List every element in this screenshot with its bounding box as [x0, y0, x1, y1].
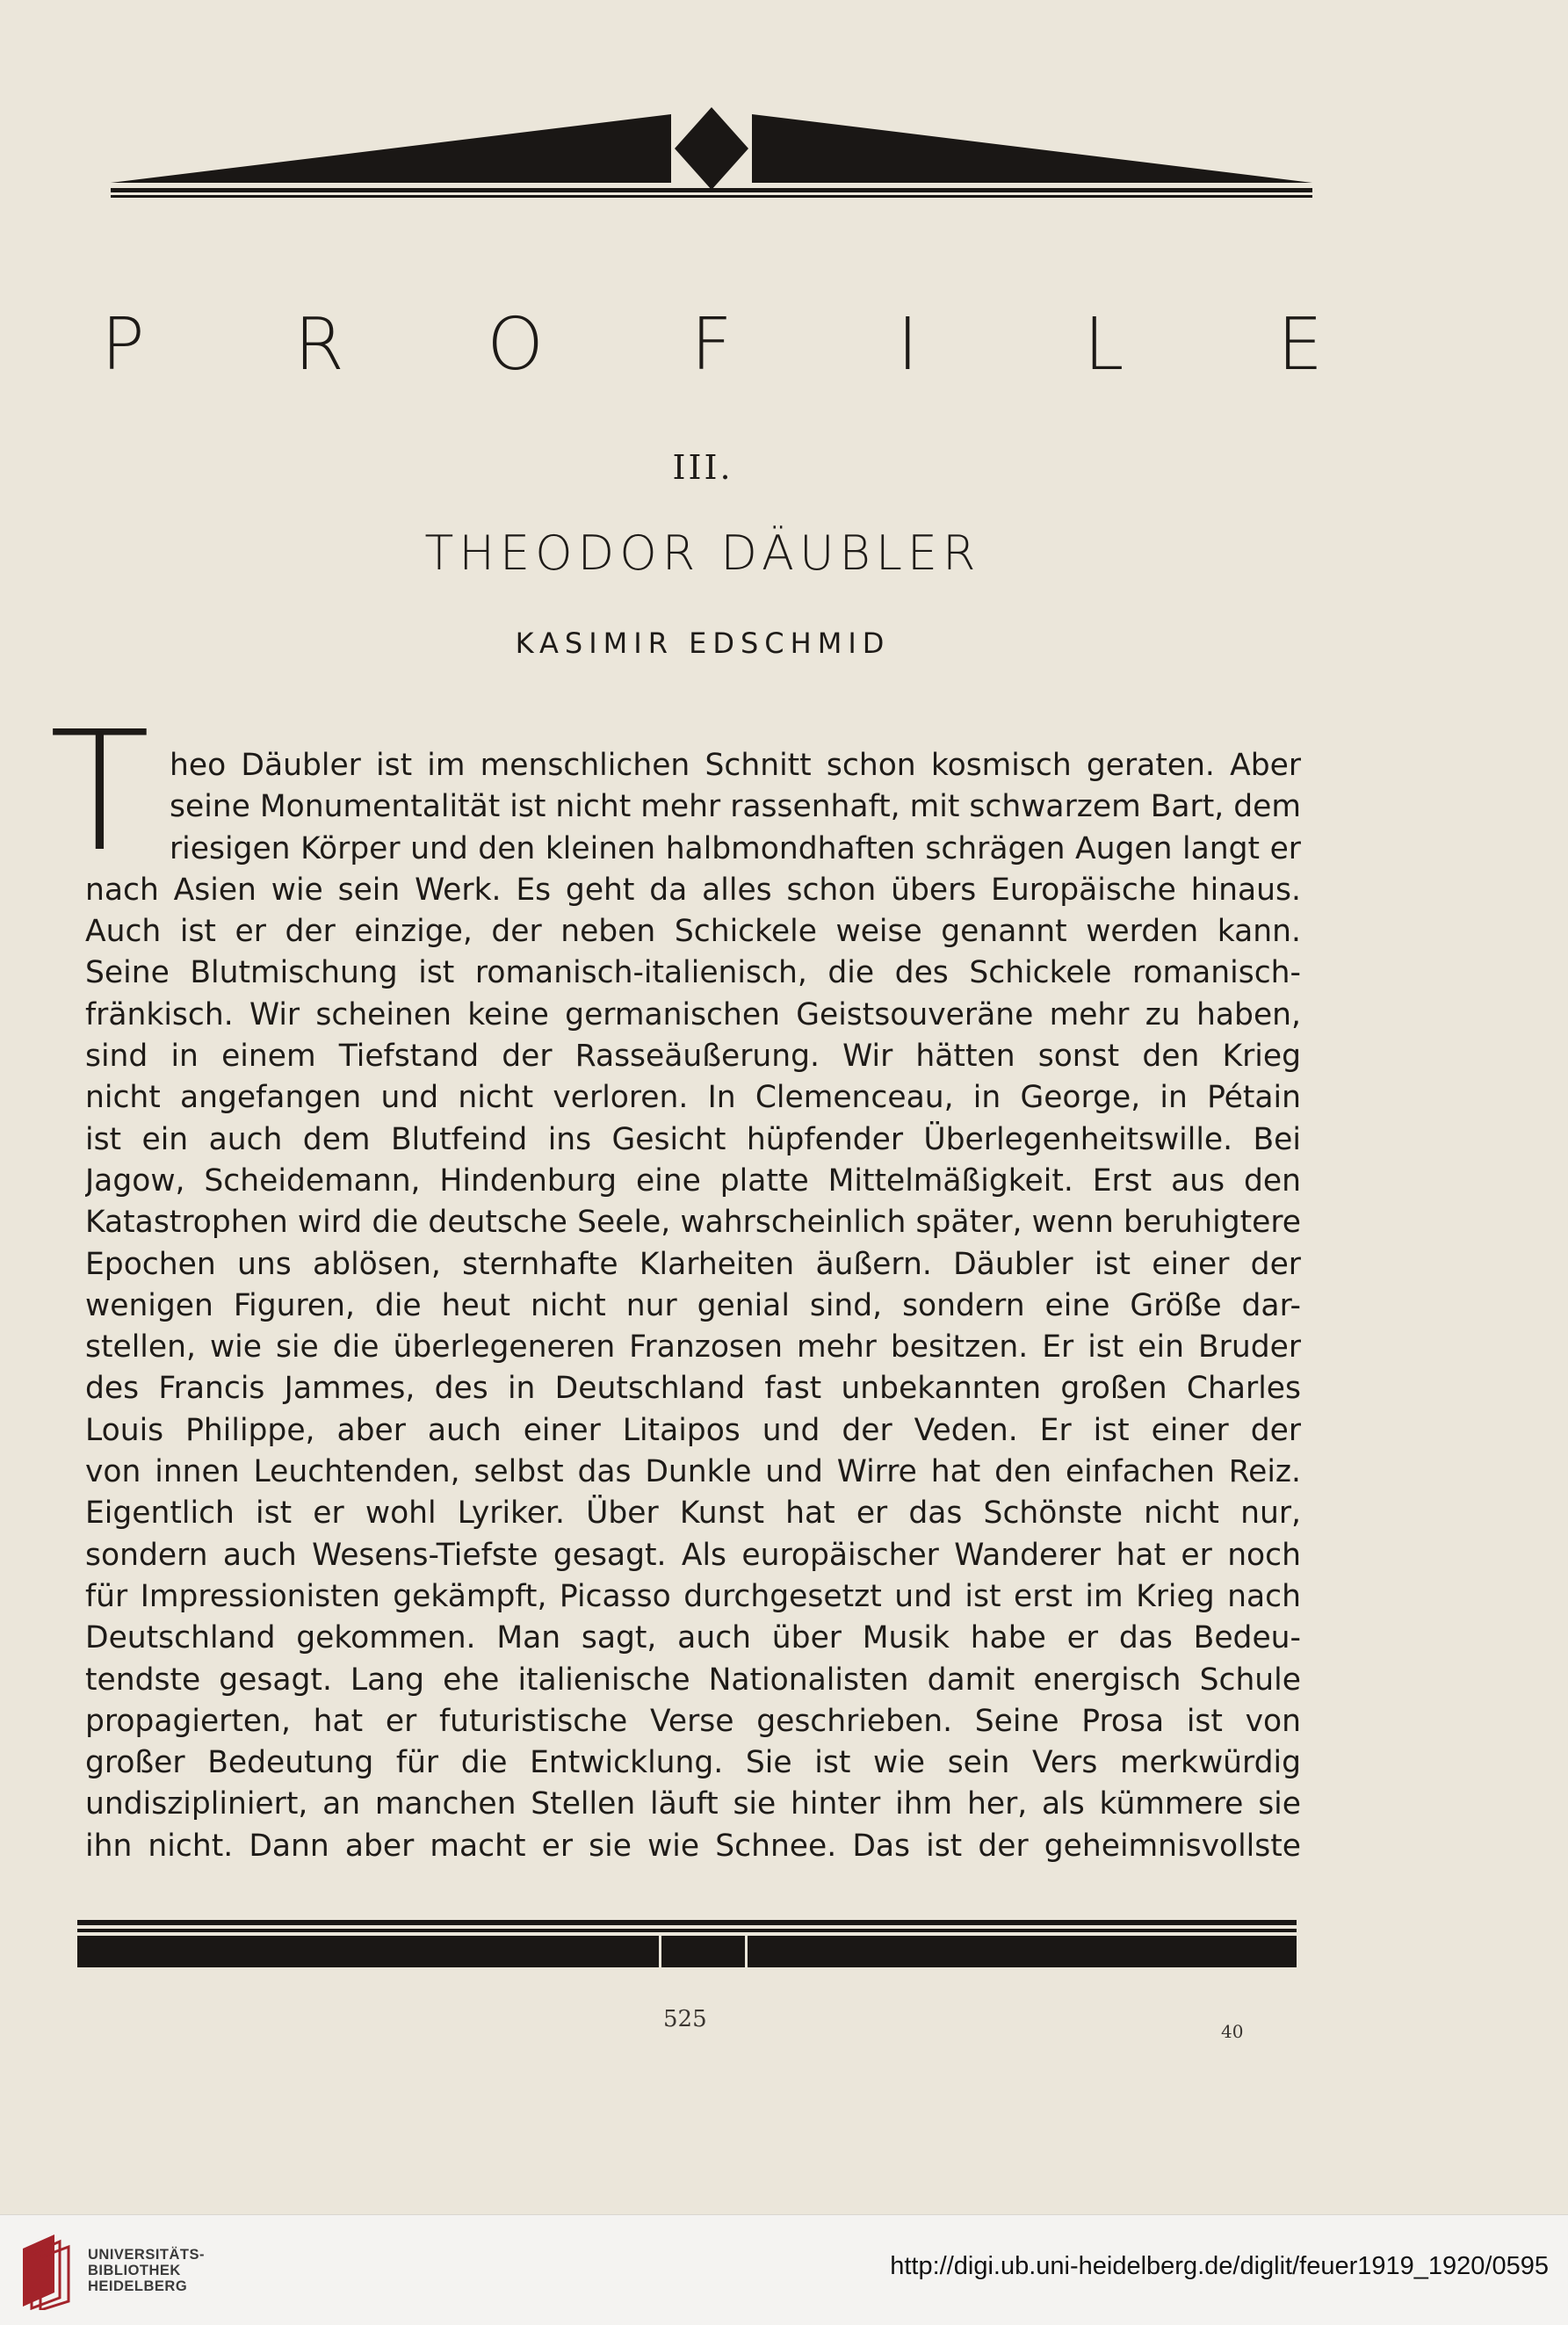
title-letter: P — [101, 303, 145, 387]
title-letter: R — [293, 303, 344, 387]
text-line: Epochen uns ablösen, sternhafte Klarheiten äußern. Däubler ist einer der — [85, 1246, 1301, 1282]
text-line: ist ein auch dem Blutfeind ins Gesicht hüpfender Überlegenheitswille. Bei — [85, 1121, 1301, 1157]
text-line: Eigentlich ist er wohl Lyriker. Über Kunst hat er das Schönste nicht nur, — [85, 1496, 1301, 1532]
text-line: Deutschland gekommen. Man sagt, auch über Musik habe er das Bedeu- — [85, 1620, 1301, 1656]
text-line: stellen, wie sie die überlegeneren Franzosen mehr besitzen. Er ist ein Bruder — [85, 1329, 1301, 1365]
text-line: nicht angefangen und nicht verloren. In Clemenceau, in George, in Pétain — [85, 1080, 1301, 1116]
text-line: Seine Blutmischung ist romanisch-italienisch, die des Schickele romanisch- — [85, 955, 1301, 991]
text-line: Katastrophen wird die deutsche Seele, wahrscheinlich später, wenn beruhigtere — [85, 1205, 1301, 1241]
text-line: für Impressionisten gekämpft, Picasso durchgesetzt und ist erst im Krieg nach — [85, 1578, 1301, 1614]
permalink-url[interactable]: http://digi.ub.uni-heidelberg.de/diglit/feuer1919_1920/0595 — [890, 2252, 1549, 2280]
article-author: KASIMIR EDSCHMID — [515, 627, 891, 660]
text-line: propagierten, hat er futuristische Verse geschrieben. Seine Prosa ist von — [85, 1703, 1301, 1739]
signature-number: 40 — [1221, 2021, 1244, 2042]
title-letter: I — [897, 303, 919, 387]
text-line: sind in einem Tiefstand der Rasseäußerung. Wir hätten sonst den Krieg — [85, 1039, 1301, 1075]
section-numeral: III. — [672, 448, 733, 487]
text-line: nach Asien wie sein Werk. Es geht da alles schon übers Europäische hinaus. — [85, 872, 1301, 908]
text-line: heo Däubler ist im menschlichen Schnitt schon kosmisch geraten. Aber — [170, 748, 1301, 783]
page-number: 525 — [663, 2006, 707, 2032]
text-line: des Francis Jammes, des in Deutschland fast unbekannten großen Charles — [85, 1371, 1301, 1407]
viewer-footer — [0, 2214, 1568, 2325]
title-letter: E — [1277, 303, 1323, 387]
article-heading: THEODOR DÄUBLER — [424, 525, 981, 581]
text-line: sondern auch Wesens-Tiefste gesagt. Als europäischer Wanderer hat er noch — [85, 1537, 1301, 1573]
library-logo-icon — [19, 2231, 76, 2310]
title-letter: F — [690, 303, 733, 387]
text-line: wenigen Figuren, die heut nicht nur genial sind, sondern eine Größe dar- — [85, 1287, 1301, 1323]
header-ornament — [109, 104, 1314, 200]
text-line: ihn nicht. Dann aber macht er sie wie Schnee. Das ist der geheimnisvollste — [85, 1828, 1301, 1864]
text-line: seine Monumentalität ist nicht mehr rassenhaft, mit schwarzem Bart, dem — [170, 789, 1301, 825]
text-line: tendste gesagt. Lang ehe italienische Nationalisten damit energisch Schule — [85, 1662, 1301, 1698]
text-line: riesigen Körper und den kleinen halbmondhaften schrägen Augen langt er — [170, 830, 1301, 866]
library-name — [88, 2247, 205, 2294]
text-line: Jagow, Scheidemann, Hindenburg eine platte Mittelmäßigkeit. Erst aus den — [85, 1162, 1301, 1199]
library-name-line: BIBLIOTHEK — [88, 2263, 181, 2278]
drop-cap: T — [49, 696, 150, 888]
library-name-line: HEIDELBERG — [88, 2278, 188, 2294]
page-title — [88, 303, 1335, 387]
title-letter: L — [1083, 303, 1124, 387]
title-letter: O — [487, 303, 544, 387]
text-line: Auch ist er der einzige, der neben Schickele weise genannt werden kann. — [85, 914, 1301, 950]
text-line: Louis Philippe, aber auch einer Litaipos und der Veden. Er ist einer der — [85, 1412, 1301, 1448]
text-line: fränkisch. Wir scheinen keine germanischen Geistsouveräne mehr zu haben, — [85, 996, 1301, 1032]
text-line: großer Bedeutung für die Entwicklung. Sie ist wie sein Vers merkwürdig — [85, 1745, 1301, 1781]
library-name-line: UNIVERSITÄTS- — [88, 2247, 206, 2263]
footer-ornament — [77, 1918, 1297, 1969]
article-body — [85, 745, 1301, 1867]
text-line: undiszipliniert, an manchen Stellen läuft sie hinter ihm her, als kümmere sie — [85, 1786, 1301, 1822]
text-line: von innen Leuchtenden, selbst das Dunkle und Wirre hat den einfachen Reiz. — [85, 1454, 1301, 1490]
